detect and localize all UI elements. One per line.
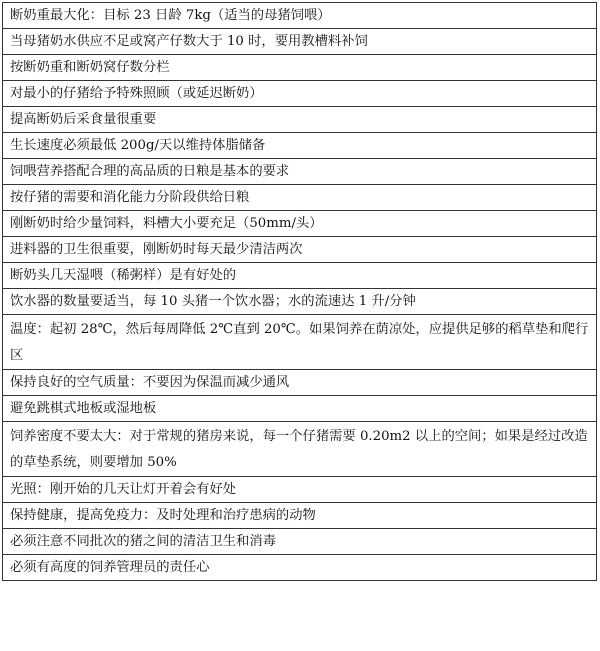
table-cell: 饲喂营养搭配合理的高品质的日粮是基本的要求 bbox=[3, 159, 597, 185]
table-row bbox=[3, 107, 597, 133]
table-cell: 必须有高度的饲养管理员的责任心 bbox=[3, 555, 597, 581]
table-cell: 必须注意不同批次的猪之间的清洁卫生和消毒 bbox=[3, 529, 597, 555]
table-row bbox=[3, 29, 597, 55]
table-cell: 光照：刚开始的几天让灯开着会有好处 bbox=[3, 477, 597, 503]
table-row bbox=[3, 211, 597, 237]
table-cell: 按仔猪的需要和消化能力分阶段供给日粮 bbox=[3, 185, 597, 211]
table-row bbox=[3, 315, 597, 370]
table-cell: 按断奶重和断奶窝仔数分栏 bbox=[3, 55, 597, 81]
table-cell: 断奶头几天湿喂（稀粥样）是有好处的 bbox=[3, 263, 597, 289]
table-row bbox=[3, 237, 597, 263]
table-cell: 对最小的仔猪给予特殊照顾（或延迟断奶） bbox=[3, 81, 597, 107]
table-row bbox=[3, 263, 597, 289]
table-row bbox=[3, 3, 597, 29]
table-cell: 生长速度必须最低 200g/天以维持体脂储备 bbox=[3, 133, 597, 159]
table-cell: 保持健康，提高免疫力：及时处理和治疗患病的动物 bbox=[3, 503, 597, 529]
table-row bbox=[3, 185, 597, 211]
table-row bbox=[3, 159, 597, 185]
table-cell: 饲养密度不要太大：对于常规的猪房来说，每一个仔猪需要 0.20m2 以上的空间；如果是经过改造的草垫系统，则要增加 50% bbox=[3, 422, 597, 477]
table-cell: 断奶重最大化：目标 23 日龄 7kg（适当的母猪饲喂） bbox=[3, 3, 597, 29]
table-cell: 保持良好的空气质量：不要因为保温而减少通风 bbox=[3, 370, 597, 396]
table-row bbox=[3, 529, 597, 555]
table-cell: 温度：起初 28℃，然后每周降低 2℃直到 20℃。如果饲养在荫凉处，应提供足够的稻草垫和爬行区 bbox=[3, 315, 597, 370]
table-row bbox=[3, 477, 597, 503]
table-cell: 饮水器的数量要适当，每 10 头猪一个饮水器；水的流速达 1 升/分钟 bbox=[3, 289, 597, 315]
table-row bbox=[3, 503, 597, 529]
table-row bbox=[3, 422, 597, 477]
table-cell: 避免跳棋式地板或湿地板 bbox=[3, 396, 597, 422]
table-cell: 当母猪奶水供应不足或窝产仔数大于 10 时，要用教槽料补饲 bbox=[3, 29, 597, 55]
table-cell: 刚断奶时给少量饲料，料槽大小要充足（50mm/头） bbox=[3, 211, 597, 237]
table-row bbox=[3, 555, 597, 581]
table-cell: 进料器的卫生很重要，刚断奶时每天最少清洁两次 bbox=[3, 237, 597, 263]
table-row bbox=[3, 396, 597, 422]
table-row bbox=[3, 370, 597, 396]
table-row bbox=[3, 289, 597, 315]
table-cell: 提高断奶后采食量很重要 bbox=[3, 107, 597, 133]
weaning-guidelines-table bbox=[2, 2, 597, 581]
table-row bbox=[3, 81, 597, 107]
table-row bbox=[3, 133, 597, 159]
table-row bbox=[3, 55, 597, 81]
